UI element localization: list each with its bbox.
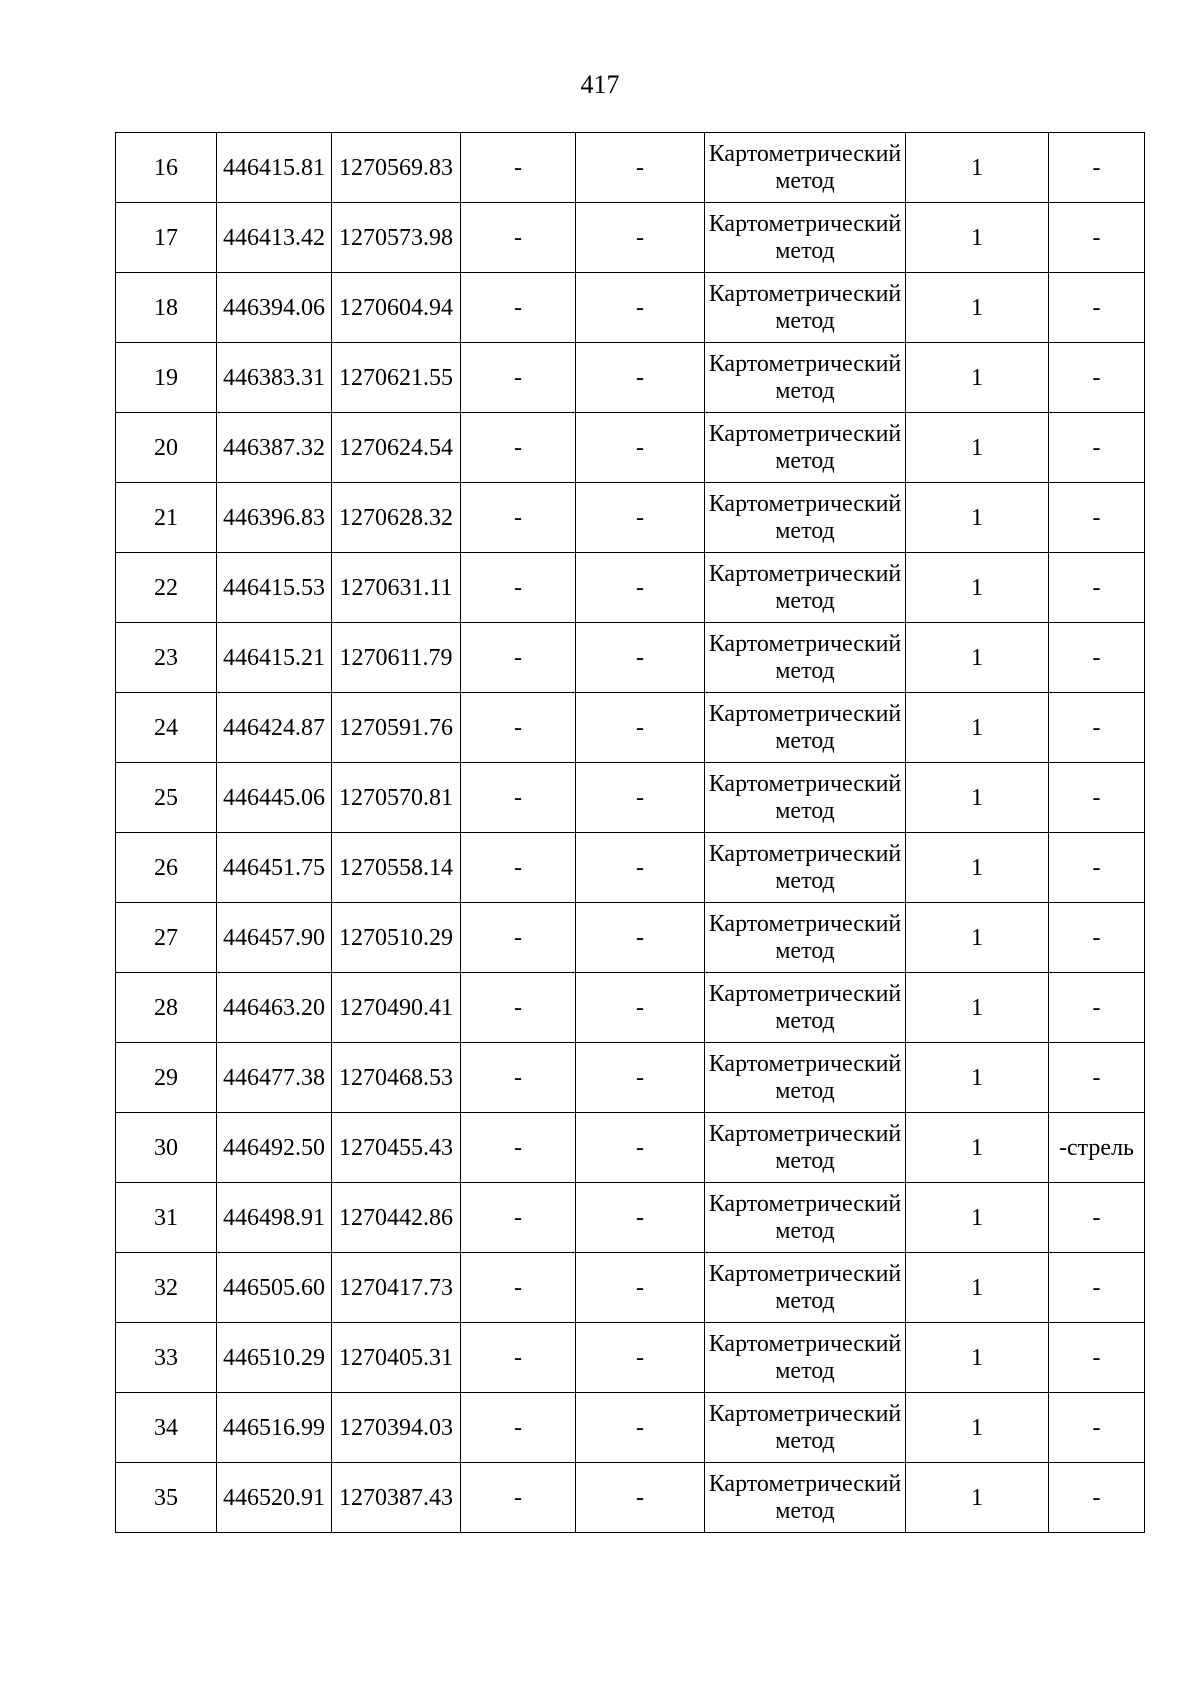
empty-value-cell: -	[576, 1393, 705, 1463]
method-line-1: Картометрический	[708, 560, 902, 587]
accuracy-cell: 1	[906, 553, 1049, 623]
table-row	[116, 1183, 1145, 1253]
accuracy-cell: 1	[906, 1323, 1049, 1393]
table-row	[116, 1463, 1145, 1533]
x-coordinate-cell: 446424.87	[217, 693, 332, 763]
empty-value-cell: -	[461, 1393, 576, 1463]
method-line-1: Картометрический	[708, 1400, 902, 1427]
point-number-cell: 19	[116, 343, 217, 413]
y-coordinate-cell: 1270621.55	[332, 343, 461, 413]
note-cell: -	[1049, 1043, 1145, 1113]
method-line-2: метод	[775, 1357, 835, 1384]
x-coordinate-cell: 446387.32	[217, 413, 332, 483]
method-line-1: Картометрический	[708, 700, 902, 727]
y-coordinate-cell: 1270387.43	[332, 1463, 461, 1533]
method-cell	[705, 693, 906, 763]
x-coordinate-cell: 446477.38	[217, 1043, 332, 1113]
method-cell	[705, 1113, 906, 1183]
empty-value-cell: -	[461, 1113, 576, 1183]
empty-value-cell: -	[576, 553, 705, 623]
table-row	[116, 1323, 1145, 1393]
method-line-2: метод	[775, 1077, 835, 1104]
empty-value-cell: -	[576, 1323, 705, 1393]
table-row	[116, 553, 1145, 623]
method-line-2: метод	[775, 1217, 835, 1244]
method-line-1: Картометрический	[708, 980, 902, 1007]
y-coordinate-cell: 1270611.79	[332, 623, 461, 693]
accuracy-cell: 1	[906, 693, 1049, 763]
empty-value-cell: -	[461, 1323, 576, 1393]
note-cell: -	[1049, 623, 1145, 693]
point-number-cell: 21	[116, 483, 217, 553]
method-cell	[705, 1463, 906, 1533]
method-cell	[705, 763, 906, 833]
empty-value-cell: -	[461, 273, 576, 343]
method-cell	[705, 833, 906, 903]
method-cell	[705, 343, 906, 413]
method-cell	[705, 133, 906, 203]
y-coordinate-cell: 1270604.94	[332, 273, 461, 343]
method-line-1: Картометрический	[708, 490, 902, 517]
accuracy-cell: 1	[906, 1043, 1049, 1113]
empty-value-cell: -	[576, 273, 705, 343]
y-coordinate-cell: 1270591.76	[332, 693, 461, 763]
method-cell	[705, 623, 906, 693]
method-line-2: метод	[775, 1147, 835, 1174]
y-coordinate-cell: 1270510.29	[332, 903, 461, 973]
method-cell	[705, 483, 906, 553]
point-number-cell: 24	[116, 693, 217, 763]
y-coordinate-cell: 1270442.86	[332, 1183, 461, 1253]
table-row	[116, 343, 1145, 413]
accuracy-cell: 1	[906, 1463, 1049, 1533]
point-number-cell: 32	[116, 1253, 217, 1323]
note-cell: -	[1049, 133, 1145, 203]
empty-value-cell: -	[576, 343, 705, 413]
table-row	[116, 903, 1145, 973]
method-line-2: метод	[775, 1427, 835, 1454]
method-line-1: Картометрический	[708, 770, 902, 797]
empty-value-cell: -	[461, 203, 576, 273]
accuracy-cell: 1	[906, 413, 1049, 483]
table-row	[116, 413, 1145, 483]
accuracy-cell: 1	[906, 833, 1049, 903]
method-cell	[705, 1043, 906, 1113]
table-row	[116, 693, 1145, 763]
method-cell	[705, 413, 906, 483]
method-line-2: метод	[775, 377, 835, 404]
note-cell: -	[1049, 1253, 1145, 1323]
empty-value-cell: -	[576, 833, 705, 903]
method-line-2: метод	[775, 657, 835, 684]
point-number-cell: 25	[116, 763, 217, 833]
accuracy-cell: 1	[906, 903, 1049, 973]
x-coordinate-cell: 446413.42	[217, 203, 332, 273]
accuracy-cell: 1	[906, 1113, 1049, 1183]
method-cell	[705, 203, 906, 273]
note-cell: -	[1049, 483, 1145, 553]
empty-value-cell: -	[461, 553, 576, 623]
empty-value-cell: -	[576, 1043, 705, 1113]
x-coordinate-cell: 446498.91	[217, 1183, 332, 1253]
empty-value-cell: -	[576, 1113, 705, 1183]
empty-value-cell: -	[461, 483, 576, 553]
method-line-2: метод	[775, 1497, 835, 1524]
x-coordinate-cell: 446520.91	[217, 1463, 332, 1533]
method-line-2: метод	[775, 447, 835, 474]
table-row	[116, 483, 1145, 553]
note-cell: -	[1049, 203, 1145, 273]
method-cell	[705, 1393, 906, 1463]
method-line-2: метод	[775, 867, 835, 894]
note-cell: -	[1049, 553, 1145, 623]
y-coordinate-cell: 1270394.03	[332, 1393, 461, 1463]
method-cell	[705, 1253, 906, 1323]
y-coordinate-cell: 1270558.14	[332, 833, 461, 903]
note-cell: -	[1049, 343, 1145, 413]
method-line-1: Картометрический	[708, 420, 902, 447]
method-line-1: Картометрический	[708, 910, 902, 937]
accuracy-cell: 1	[906, 1183, 1049, 1253]
method-line-2: метод	[775, 1287, 835, 1314]
method-line-1: Картометрический	[708, 1120, 902, 1147]
table-row	[116, 133, 1145, 203]
empty-value-cell: -	[461, 763, 576, 833]
x-coordinate-cell: 446415.53	[217, 553, 332, 623]
note-cell: -	[1049, 1463, 1145, 1533]
point-number-cell: 17	[116, 203, 217, 273]
accuracy-cell: 1	[906, 623, 1049, 693]
y-coordinate-cell: 1270628.32	[332, 483, 461, 553]
y-coordinate-cell: 1270417.73	[332, 1253, 461, 1323]
y-coordinate-cell: 1270405.31	[332, 1323, 461, 1393]
y-coordinate-cell: 1270455.43	[332, 1113, 461, 1183]
y-coordinate-cell: 1270573.98	[332, 203, 461, 273]
method-line-1: Картометрический	[708, 350, 902, 377]
empty-value-cell: -	[576, 623, 705, 693]
table-row	[116, 203, 1145, 273]
empty-value-cell: -	[461, 1183, 576, 1253]
x-coordinate-cell: 446463.20	[217, 973, 332, 1043]
y-coordinate-cell: 1270631.11	[332, 553, 461, 623]
note-cell: -	[1049, 973, 1145, 1043]
table-row	[116, 1043, 1145, 1113]
table-row	[116, 1253, 1145, 1323]
x-coordinate-cell: 446383.31	[217, 343, 332, 413]
note-cell: -	[1049, 1183, 1145, 1253]
method-line-1: Картометрический	[708, 140, 902, 167]
y-coordinate-cell: 1270570.81	[332, 763, 461, 833]
method-line-1: Картометрический	[708, 280, 902, 307]
empty-value-cell: -	[576, 1183, 705, 1253]
note-cell: -	[1049, 763, 1145, 833]
point-number-cell: 20	[116, 413, 217, 483]
empty-value-cell: -	[576, 1253, 705, 1323]
empty-value-cell: -	[576, 763, 705, 833]
empty-value-cell: -	[461, 1043, 576, 1113]
accuracy-cell: 1	[906, 763, 1049, 833]
empty-value-cell: -	[461, 973, 576, 1043]
accuracy-cell: 1	[906, 1393, 1049, 1463]
x-coordinate-cell: 446445.06	[217, 763, 332, 833]
empty-value-cell: -	[461, 623, 576, 693]
page-number: 417	[580, 70, 620, 99]
note-cell: -	[1049, 903, 1145, 973]
y-coordinate-cell: 1270569.83	[332, 133, 461, 203]
accuracy-cell: 1	[906, 133, 1049, 203]
x-coordinate-cell: 446394.06	[217, 273, 332, 343]
method-cell	[705, 1183, 906, 1253]
method-line-1: Картометрический	[708, 1190, 902, 1217]
method-line-2: метод	[775, 727, 835, 754]
empty-value-cell: -	[461, 1463, 576, 1533]
empty-value-cell: -	[461, 343, 576, 413]
method-line-2: метод	[775, 517, 835, 544]
method-line-2: метод	[775, 167, 835, 194]
x-coordinate-cell: 446505.60	[217, 1253, 332, 1323]
note-cell: -	[1049, 273, 1145, 343]
point-number-cell: 31	[116, 1183, 217, 1253]
note-cell: -	[1049, 833, 1145, 903]
point-number-cell: 35	[116, 1463, 217, 1533]
accuracy-cell: 1	[906, 203, 1049, 273]
empty-value-cell: -	[461, 693, 576, 763]
point-number-cell: 16	[116, 133, 217, 203]
empty-value-cell: -	[461, 133, 576, 203]
coordinates-table	[115, 132, 1145, 1533]
accuracy-cell: 1	[906, 1253, 1049, 1323]
table-row	[116, 1393, 1145, 1463]
method-line-2: метод	[775, 937, 835, 964]
method-line-1: Картометрический	[708, 630, 902, 657]
method-cell	[705, 1323, 906, 1393]
point-number-cell: 27	[116, 903, 217, 973]
empty-value-cell: -	[461, 833, 576, 903]
empty-value-cell: -	[576, 903, 705, 973]
method-line-1: Картометрический	[708, 1470, 902, 1497]
x-coordinate-cell: 446415.81	[217, 133, 332, 203]
point-number-cell: 18	[116, 273, 217, 343]
accuracy-cell: 1	[906, 483, 1049, 553]
note-cell: -	[1049, 413, 1145, 483]
table-row	[116, 273, 1145, 343]
empty-value-cell: -	[576, 483, 705, 553]
accuracy-cell: 1	[906, 973, 1049, 1043]
point-number-cell: 28	[116, 973, 217, 1043]
accuracy-cell: 1	[906, 343, 1049, 413]
method-cell	[705, 973, 906, 1043]
method-line-1: Картометрический	[708, 1260, 902, 1287]
x-coordinate-cell: 446415.21	[217, 623, 332, 693]
point-number-cell: 26	[116, 833, 217, 903]
empty-value-cell: -	[461, 903, 576, 973]
table-body	[116, 133, 1145, 1533]
y-coordinate-cell: 1270490.41	[332, 973, 461, 1043]
method-line-2: метод	[775, 237, 835, 264]
empty-value-cell: -	[576, 973, 705, 1043]
accuracy-cell: 1	[906, 273, 1049, 343]
method-line-2: метод	[775, 1007, 835, 1034]
method-cell	[705, 553, 906, 623]
point-number-cell: 22	[116, 553, 217, 623]
empty-value-cell: -	[576, 1463, 705, 1533]
point-number-cell: 29	[116, 1043, 217, 1113]
y-coordinate-cell: 1270468.53	[332, 1043, 461, 1113]
x-coordinate-cell: 446516.99	[217, 1393, 332, 1463]
table-row	[116, 763, 1145, 833]
y-coordinate-cell: 1270624.54	[332, 413, 461, 483]
table-row	[116, 973, 1145, 1043]
empty-value-cell: -	[576, 693, 705, 763]
empty-value-cell: -	[461, 1253, 576, 1323]
empty-value-cell: -	[576, 413, 705, 483]
method-line-1: Картометрический	[708, 1050, 902, 1077]
point-number-cell: 23	[116, 623, 217, 693]
x-coordinate-cell: 446492.50	[217, 1113, 332, 1183]
method-line-1: Картометрический	[708, 1330, 902, 1357]
x-coordinate-cell: 446457.90	[217, 903, 332, 973]
method-cell	[705, 273, 906, 343]
point-number-cell: 34	[116, 1393, 217, 1463]
method-line-2: метод	[775, 307, 835, 334]
method-cell	[705, 903, 906, 973]
method-line-2: метод	[775, 797, 835, 824]
table-row	[116, 833, 1145, 903]
note-cell: -	[1049, 1323, 1145, 1393]
empty-value-cell: -	[461, 413, 576, 483]
note-cell: -стрель	[1049, 1113, 1145, 1183]
table-row	[116, 1113, 1145, 1183]
method-line-1: Картометрический	[708, 840, 902, 867]
empty-value-cell: -	[576, 203, 705, 273]
x-coordinate-cell: 446510.29	[217, 1323, 332, 1393]
point-number-cell: 30	[116, 1113, 217, 1183]
point-number-cell: 33	[116, 1323, 217, 1393]
table-row	[116, 623, 1145, 693]
method-line-1: Картометрический	[708, 210, 902, 237]
note-cell: -	[1049, 1393, 1145, 1463]
note-cell: -	[1049, 693, 1145, 763]
empty-value-cell: -	[576, 133, 705, 203]
x-coordinate-cell: 446451.75	[217, 833, 332, 903]
x-coordinate-cell: 446396.83	[217, 483, 332, 553]
method-line-2: метод	[775, 587, 835, 614]
